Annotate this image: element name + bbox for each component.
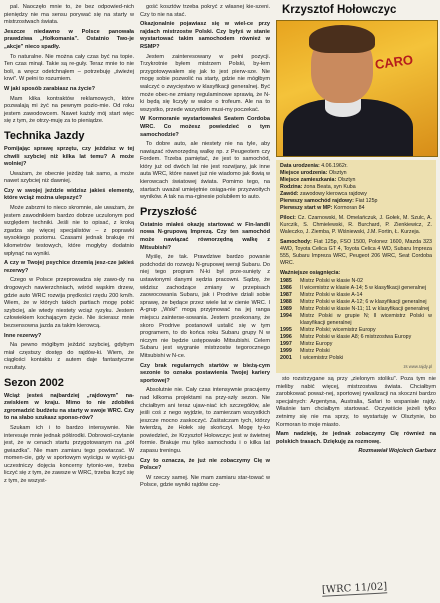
paragraph: sto rozstrzygane są przy „zielonym stoliku". Poza tym nie mieliby nabić więcej, mistrzostwa świata. Chciałbym zarobkować poważ-nej, sportowej rywalizacji na skoczni bardzo specjalnych: Argentyna, Australia, Safari to wspaniałe rajdy. Właśnie tam chciałbym startować. Oczywiście jeżeli tylko zetnimy się nie ma sprzy, to wystartuję w Olsztynie, bo Kormoran to moje miasto. (276, 376, 436, 428)
paragraph: Absolutnie nie. Cały czas intensywnie pracujemy nad kilkoma projektami na przy-szły sezon. Nie chciałbym ani teraz ujaw-niać ich szczegółów, ale jeśli coś z nego wyjdzie, to zamierzam wszystkich jeszcze mocno zaskoczyć. Zaśtatczam tych, którzy twierdzą, że Hołek się skończył. Mogę ty-ko powiedzieć, że Krzysztof Hołowczyc jest w świetnej formie. Brakuje mu tylko samochodu i o kilka lat zapasu treningu. (140, 387, 270, 455)
info-row: Zawód: zawodowy kierowca rajdowy (280, 191, 367, 197)
paragraph: To dobre auto, ale niestety nie na tyle, aby nawiązać równorzędną walkę np. z Peugeotem czy Fordem. Trzeba pamiętać, że jest to samochód, który już od dwóch lat nie jest rozwijany, jak inne auta WRC, które nawet już nie wiadomo jak tkwią w kierowcach światowej świata. Pomimo tego, na startach uważał umiejętnie osiąga-nie przyzwoitych wyników. A tak na ma-rginesie polubiłem to auto. (140, 141, 270, 201)
interview-question: Pomijając sprawę sprzętu, czy jeździsz w tej chwili szybciej niż kilka lat temu? A może wolniej? (4, 145, 134, 168)
achievement-row: 1995 Mistrz Polski; wicemistrz Europy (280, 327, 376, 333)
interview-question: Inne rezerwy? (4, 332, 42, 339)
interview-question: W jaki sposób zarabiasz na życie? (4, 85, 96, 92)
info-row: Pierwszy start w MP: Kormoran 84 (280, 205, 365, 211)
achievement-row: 1994 Mistrz Polski w grupie N; II wicemistrz Polski w klasyfikacji generalnej (280, 313, 432, 326)
interview-question: W Kormoranie wystartowałeś Seatem Cordoba WRC. Co możesz powiedzieć o tym samochodzie? (140, 116, 270, 138)
paragraph: Może zabrzmi to nieco skromnie, ale uważam, że jestem zawodnikiem bardzo dobrze uczulonym pod względem techniki. Jeśli nie to opisać, z kroką zgadza się więcej specjalistów – z poprawki wysokiego poziomu. Czasami jednak brakuje mi kilometrów testowych, które mogłyby dodatnio wpłynąć na wyniki. (4, 205, 134, 257)
sponsor-logo: CARO (373, 51, 414, 73)
achievements-title: Ważniejsze osiągnięcia: (280, 270, 341, 276)
author-signoff: Rozmawiał Wojciech Garbarz (358, 448, 436, 455)
column-right (276, 4, 436, 456)
achievement-row: 1997 Mistrz Europy (280, 341, 333, 347)
interview-question: Okazjonalnie pojawiasz się w wiel-ce przy rajdach mistrzostw Polski. Czy byłyś w stanie wystartować takim samochodem również w RSMP? (140, 21, 270, 50)
achievement-row: 1989 Mistrz Polski w klasie N-11; 11 w klasyfikacji generalnej (280, 306, 430, 312)
pilots-block: Piloci: Cz. Czarnowski, M. Omelańczuk, J. Gołek, M. Szulc, A. Kurczik, S. Chmielewski, R. Burchard, P. Zienkiewicz, Z. Waleczko, J. Ziemba, P. Wiśniewski, J.M. Fortin, Ł. Kurzeja. (280, 215, 432, 235)
profile-title: Krzysztof Hołowczyc (282, 4, 397, 16)
paragraph: Myślę, że tak. Prawdziwe bardzo powanie podchodzi do rozwoju N-grupowej wersji Subaru. Do niej tego program N-ki był prze-sunięty z ustawionymi danymi sędzia pracowni. Sądzę, że widzisz zachodzące zmiany w przepisach zaowocowania Subaru, jak i Prodrive dziali sobie sprawę, że będące przez wiele lat w cienie WRC. I A-grup „Wski" mogą przyjmować na jej ranga miejscu zainterse-sowania. Jestem przekonany, że skoro Prodrive postanowił ustalić się w tym programem, to do końca roku Subaru grupy N w niczym nie będzie ustępowało Mitsubishi. Celem Subaru jest wygranie mistrzostw tegorocznego Mitsubishi w N-ce. (140, 254, 270, 359)
achievement-row: 1996 Mistrz Polski w klasie A8; 6 mistrzostwa Europy (280, 334, 412, 340)
interview-question: Czy to oznacza, że już nie zobaczymy Cię w Polsce? (140, 457, 270, 472)
interview-question: Mam nadzieję, że jednak zobaczymy Cię również na polskich trasach. Dziękuję za rozmowę. (276, 431, 436, 445)
paragraph: Jestem zainteresowany w pełni pozycji. Trzykrotnie byłem mistrzem Polski, by-łem przygotowywałem się jak to jest pierw-sze. Nie mogę sobie pozwolić na starty, gdzie nie mógłbym walczyć o zwycięstwo w klasyfikacji generalnej. Być może obec-ne zmiany regulaminowe sprawią, że N-ki będą się liczyły w walce o trofeum. Ale na to wszystko, przede wszystkim musi-my poczekać. (140, 53, 270, 113)
paragraph: Na pewno mógłbym jeździć szybciej, gdybym miał częstszy dostęp do rajdów-ki. Wiem, że ciągłości kontaktu z autem daje fantastyczne rezultaty. (4, 342, 134, 371)
paragraph: To naturalne. Nie można cały czas być na topie. Ten czas minął. Takie są re-guły. Teraz mnie to nie boli, a wręcz odetchnąłem – potrzebuję „świeżej krwi". W pełni to rozumiem. (4, 53, 134, 83)
interview-question: Wciąż jesteś najbardziej „rajdowym" na-zwiskiem w kraju. Mimo to nie zdobiłeś zgromadzić budżetu na starty w swoje WRC. Czy to na słabo szukasz sponso-rów? (4, 392, 134, 422)
driver-photo (276, 20, 438, 157)
paragraph: W rzeczy samej. Nie mam zamiaru star-tować w Polsce, gdzie wyniki rajdów czę- (140, 474, 270, 489)
paragraph: Czego w Polsce przeprowadza się zawo-dy na drogowych nawierzchniach, wśród wąskim drzew, gdzie auto WRC rozwija prędkości rzędu 200 km/h. Wiem, że w których takich partiach mogę pobić szybciej, ale wtedy niestety wciąż ryzyku. Jestem człowiekiem kochającym życie. Nie ścierasz mnie bezsensowna jazda za takim kierowcą. (4, 277, 134, 329)
interview-question: Czy brak regularnych startów w bieżą-cym sezonie to oznaka postawienia Twojej kariery sportowej? (140, 362, 270, 384)
interview-question: A czy w Twojej psychice drzemią jesz-cze jakieś rezerwy? (4, 260, 134, 274)
info-row: Pierwszy samochód rajdowy: Fiat 125p (280, 198, 378, 204)
achievements-list (280, 270, 432, 362)
paragraph: pal. Naoczęło mnie to, że bez odpowied-nich pieniędzy nie ma sensu porywać się na starty w mistrzostwach świata. (4, 4, 134, 26)
achievement-row: 1999 Mistrz Polski (280, 348, 330, 354)
paragraph: Mam klika kontraktów reklamowych, które pozwalają mi żyć na pewnym pozio-mie. Od roku jestem zawodowcem. Nawet każdy mój start więc się z tym, że otrzy-muję za to pieniądze. (4, 95, 134, 125)
section-heading: Sezon 2002 (4, 376, 64, 389)
achievement-row: 1986 II wicemistrz w klasie A-14; 5 w klasyfikacji generalnej (280, 285, 426, 291)
section-heading: Przyszłość (140, 205, 197, 218)
column-middle (140, 4, 270, 492)
paragraph: Szukam ich i to bardzo intensywnie. Nie interesuje mnie jednak półśrodki. Dobrowol-czytanie jest, że w cenach startu przygotowanym na „pół gwiazdka". Nie mam zamiaru tego powtarzać. W momen-cie, gdy w sportowym wyścigu w wyści-gu uczestniczy dojęcia koncerny tytonio-we, trzeba liczyć się z tym, że zawsze w WRC, trzeba liczyć się z tym, że wszyst- (4, 424, 134, 485)
source-credit: zs www.rajdy.pl (403, 364, 432, 369)
info-row: Miejsce zamieszkania: Olsztyn (280, 177, 356, 183)
achievement-row: 2001 I wicemistrz Polski (280, 355, 344, 361)
interview-question: Jeszcze niedawno w Polsce panowała prawdziwa „Hołkomania". Ostatnio Two-je „akcje" nieco spadły. (4, 28, 134, 50)
handwritten-note: [WRC 11/02] (321, 581, 388, 596)
achievement-row: 1985 Mistrz Polski w klasie N-02 (280, 278, 363, 284)
info-row: Rodzina: żona Beata, syn Kuba (280, 184, 356, 190)
photo-hair (309, 25, 375, 53)
profile-infobox (276, 160, 436, 373)
interview-question: Czy w swojej jeździe widzisz jakieś elementy, które wciąż można ulepszyć? (4, 187, 134, 202)
column-left (4, 4, 134, 488)
achievement-row: 1988 Mistrz Polski w klasie A-12; 6 w klasyfikacji generalnej (280, 299, 427, 305)
cars-block: Samochody: Fiat 125p, FSO 1500, Polonez 1600, Mazda 323 4WD, Toyota Celica GT 4, Toyota Celica 4 WD, Subaru Impreza 555, Subaru Impreza WRC, Peugeot 206 WRC, Seat Cordoba WRC. (280, 239, 432, 266)
interview-question: Ostatnio miałeś okazję startować w Fin-landii nowa N-grupową Imprezą. Czy ten samochód może nawiązać równorzędną walkę z Mitsubishi? (140, 221, 270, 251)
achievement-row: 1987 Mistrz Polski w klasie A-14 (280, 292, 363, 298)
paragraph: Uważam, że obecnie jeżdżę tak samo, a może nawet szybciej niż dawniej. (4, 170, 134, 185)
paragraph: gość kosztów trzeba pokryć z własnej kie-szeni. Czy to nie na stać. (140, 4, 270, 18)
info-row: Data urodzenia: 4.06.1962r. (280, 163, 348, 169)
info-row: Miejsce urodzenia: Olsztyn (280, 170, 347, 176)
section-heading: Technika Jazdy (4, 129, 85, 142)
